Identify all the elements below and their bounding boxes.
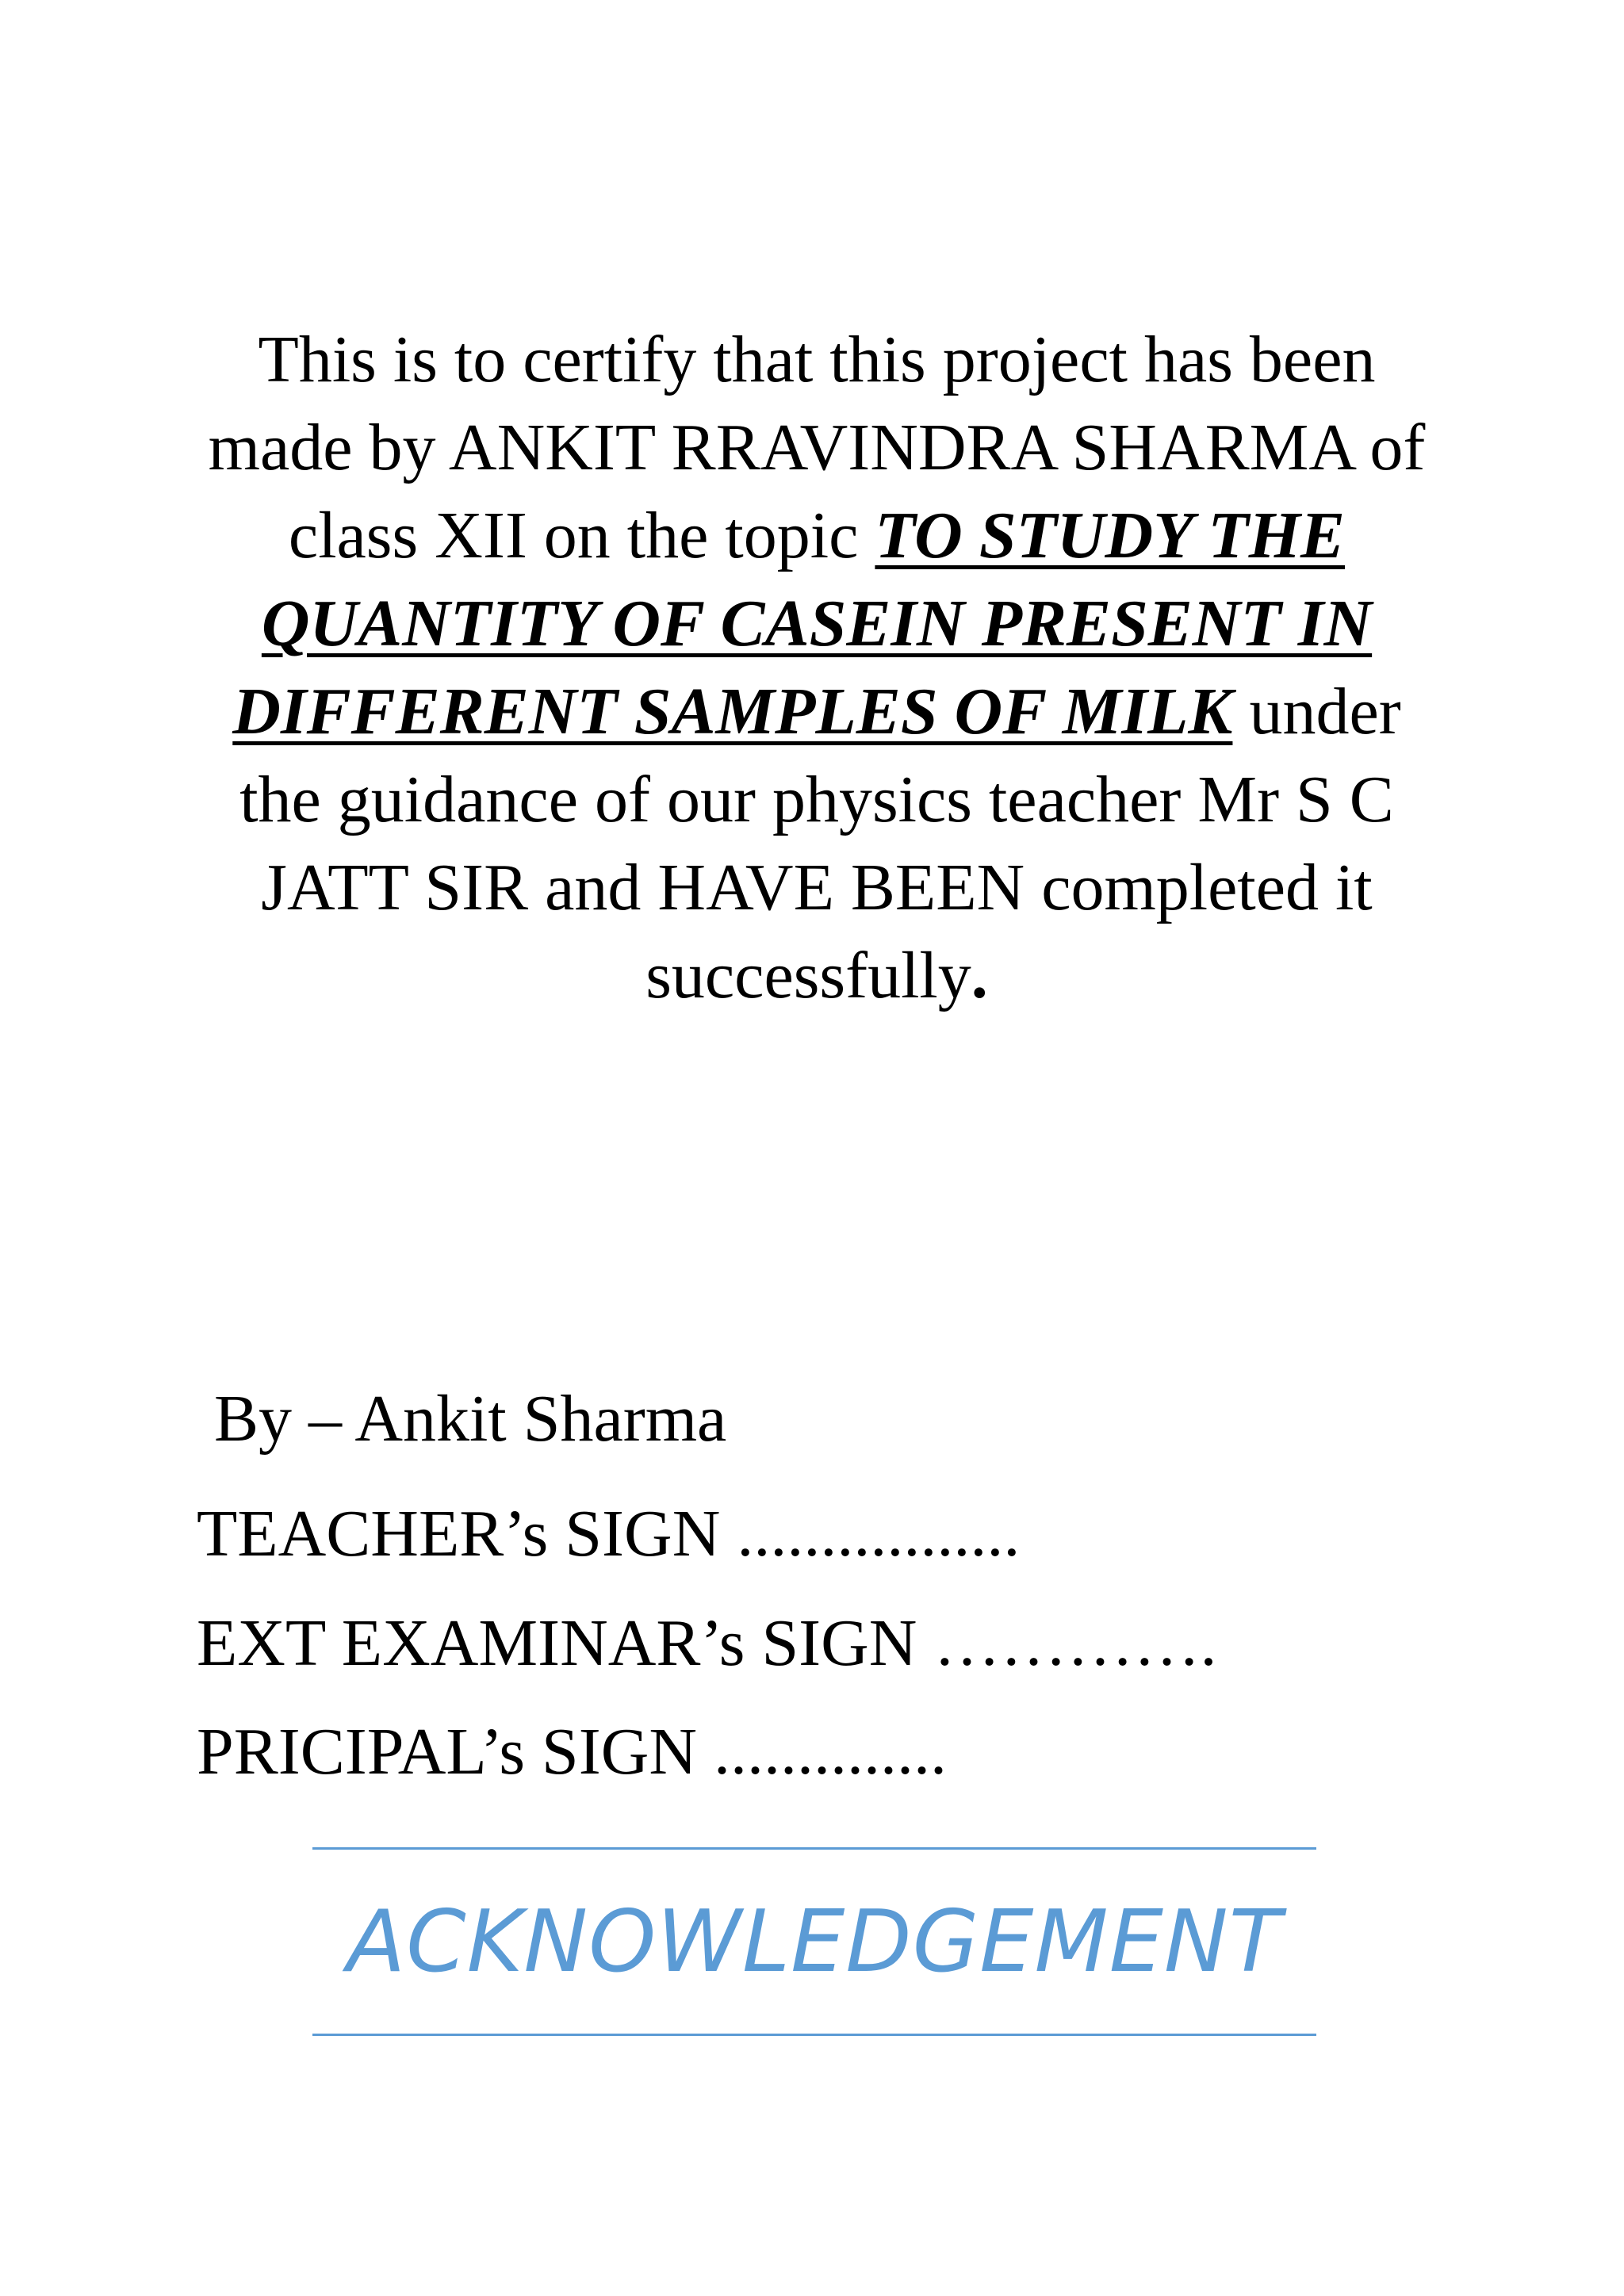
certificate-text-intro: This is to certify that this project has been made by ANKIT RRAVINDRA SHARMA of class XII on the topic — [208, 323, 1426, 572]
author-line: By – Ankit Sharma — [214, 1382, 727, 1456]
acknowledgement-heading: ACKNOWLEDGEMENT — [347, 1892, 1282, 1992]
teacher-sign-line: TEACHER’s SIGN ................. — [197, 1497, 1021, 1571]
acknowledgement-heading-block — [312, 1847, 1316, 2036]
certificate-period: . — [971, 939, 988, 1012]
heading-top-rule — [312, 1847, 1316, 1850]
external-examiner-sign-line: EXT EXAMINAR’s SIGN …………. — [197, 1606, 1217, 1680]
certificate-text-closing: under the guidance of our physics teacher Mr S C JATT SIR and HAVE BEEN completed it successfully — [239, 675, 1401, 1012]
principal-sign-line: PRICIPAL’s SIGN .............. — [197, 1715, 948, 1789]
project-topic: TO STUDY THE QUANTITY OF CASEIN PRESENT IN DIFFERENT SAMPLES OF MILK — [232, 499, 1373, 748]
heading-bottom-rule — [312, 2034, 1316, 2036]
certificate-statement — [198, 316, 1435, 1020]
